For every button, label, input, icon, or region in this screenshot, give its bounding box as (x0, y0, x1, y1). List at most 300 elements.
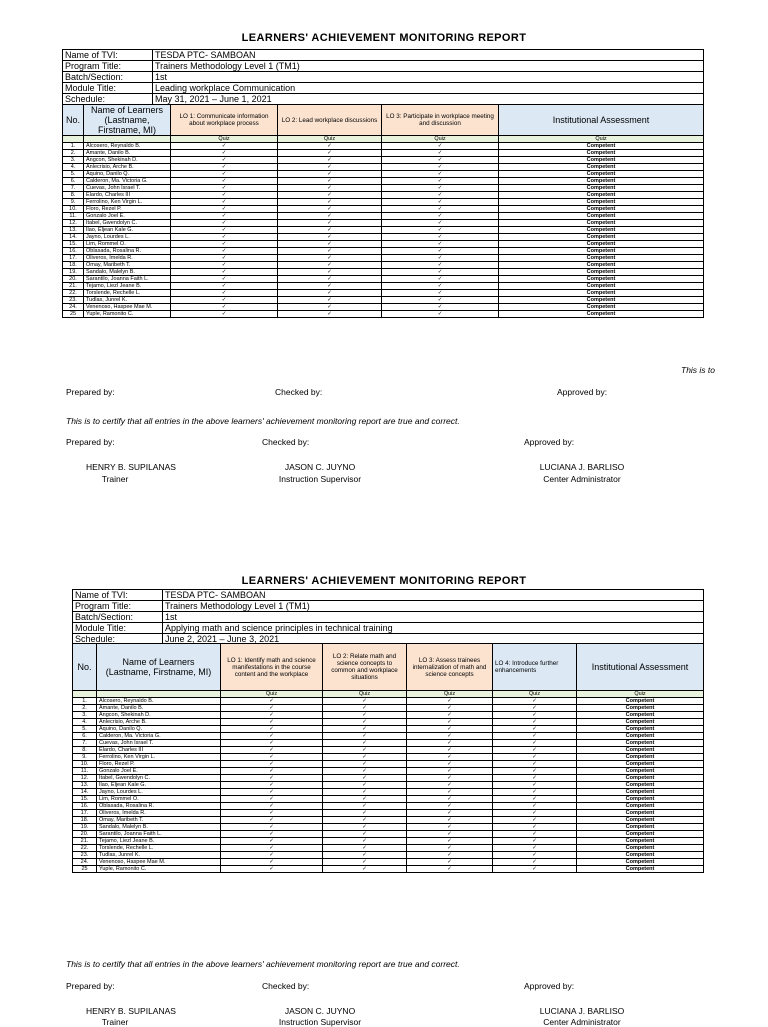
lo-header: LO 2: Lead workplace discussions (278, 105, 382, 136)
table-row (73, 866, 704, 873)
signatory-role: Center Administrator (543, 1017, 621, 1027)
learner-number: 7. (63, 185, 84, 192)
check-mark: ✓ (221, 733, 323, 740)
subheader-cell (97, 691, 221, 698)
learner-number: 25 (73, 866, 97, 873)
table-row (73, 698, 704, 705)
learner-number: 5. (73, 726, 97, 733)
check-mark: ✓ (278, 206, 382, 213)
learner-name: Alcosero, Reynaldo B. (84, 143, 171, 150)
check-mark: ✓ (323, 866, 407, 873)
learner-number: 11. (73, 768, 97, 775)
assessment-result: Competent (577, 761, 704, 768)
table-row (63, 185, 704, 192)
check-mark: ✓ (278, 185, 382, 192)
check-mark: ✓ (171, 178, 278, 185)
assessment-result: Competent (499, 178, 704, 185)
learner-name: Cuevas, John Israel T. (84, 185, 171, 192)
learner-number: 21. (63, 283, 84, 290)
info-label: Batch/Section: (63, 72, 153, 83)
assessment-result: Competent (499, 171, 704, 178)
check-mark: ✓ (278, 269, 382, 276)
learner-number: 9. (73, 754, 97, 761)
check-mark: ✓ (493, 831, 577, 838)
check-mark: ✓ (171, 199, 278, 206)
learner-name: Itabel, Gwendolyn C. (97, 775, 221, 782)
learner-name: Cuevas, John Israel T. (97, 740, 221, 747)
check-mark: ✓ (278, 290, 382, 297)
check-mark: ✓ (407, 803, 493, 810)
learner-name: Calderon, Ma. Victoria G. (84, 178, 171, 185)
info-label: Schedule: (63, 94, 153, 105)
check-mark: ✓ (382, 311, 499, 318)
info-value: May 31, 2021 – June 1, 2021 (153, 94, 704, 105)
table-row (63, 164, 704, 171)
assessment-result: Competent (577, 796, 704, 803)
check-mark: ✓ (323, 719, 407, 726)
check-mark: ✓ (382, 171, 499, 178)
learner-number: 4. (63, 164, 84, 171)
learner-number: 17. (63, 255, 84, 262)
table-row (63, 290, 704, 297)
table-row (73, 824, 704, 831)
check-mark: ✓ (171, 227, 278, 234)
assessment-result: Competent (577, 726, 704, 733)
info-label: Program Title: (73, 601, 163, 612)
learner-name: Floro, Rezel P. (84, 206, 171, 213)
learner-name: Aquino, Danilo Q. (84, 171, 171, 178)
learner-name: Ferrolino, Ken Virgin L. (84, 199, 171, 206)
learner-number: 8. (73, 747, 97, 754)
check-mark: ✓ (323, 817, 407, 824)
assessment-result: Competent (577, 852, 704, 859)
table-row (73, 754, 704, 761)
check-mark: ✓ (171, 185, 278, 192)
check-mark: ✓ (407, 852, 493, 859)
assessment-result: Competent (499, 192, 704, 199)
assessment-result: Competent (499, 262, 704, 269)
info-value: 1st (153, 72, 704, 83)
assessment-result: Competent (577, 754, 704, 761)
check-mark: ✓ (171, 269, 278, 276)
check-mark: ✓ (323, 810, 407, 817)
check-mark: ✓ (382, 150, 499, 157)
check-mark: ✓ (407, 775, 493, 782)
info-label: Name of TVI: (73, 590, 163, 601)
table-row (73, 733, 704, 740)
check-mark: ✓ (493, 698, 577, 705)
assessment-result: Competent (499, 283, 704, 290)
check-mark: ✓ (171, 262, 278, 269)
assessment-result: Competent (499, 297, 704, 304)
check-mark: ✓ (278, 150, 382, 157)
table-row (73, 796, 704, 803)
prepared-by-label: Prepared by: (66, 387, 115, 397)
info-row (73, 590, 704, 601)
info-value: TESDA PTC- SAMBOAN (153, 50, 704, 61)
check-mark: ✓ (407, 824, 493, 831)
table-row (63, 213, 704, 220)
check-mark: ✓ (221, 712, 323, 719)
learner-name: Venenoso, Haspee Mae M. (84, 304, 171, 311)
info-value: Leading workplace Communication (153, 83, 704, 94)
check-mark: ✓ (278, 262, 382, 269)
check-mark: ✓ (171, 143, 278, 150)
learner-number: 18. (73, 817, 97, 824)
table-row (73, 852, 704, 859)
learner-number: 2. (63, 150, 84, 157)
learner-name: Venenoso, Haspee Mae M. (97, 859, 221, 866)
assessment-result: Competent (499, 234, 704, 241)
col-no-header: No. (73, 644, 97, 691)
table-row (73, 782, 704, 789)
learner-number: 18. (63, 262, 84, 269)
check-mark: ✓ (407, 719, 493, 726)
info-value: 1st (163, 612, 704, 623)
check-mark: ✓ (221, 838, 323, 845)
prepared-by-label: Prepared by: (66, 981, 115, 991)
subheader-row (63, 136, 704, 143)
learner-name: Torslende, Rechelle L. (97, 845, 221, 852)
check-mark: ✓ (493, 754, 577, 761)
learner-name: Angcon, Shekinah D. (97, 712, 221, 719)
assessment-result: Competent (577, 712, 704, 719)
check-mark: ✓ (323, 789, 407, 796)
check-mark: ✓ (278, 241, 382, 248)
info-row (73, 601, 704, 612)
table-row (73, 719, 704, 726)
learner-number: 1. (73, 698, 97, 705)
assessment-result: Competent (499, 304, 704, 311)
learner-number: 7. (73, 740, 97, 747)
check-mark: ✓ (171, 283, 278, 290)
report-title: LEARNERS' ACHIEVEMENT MONITORING REPORT (241, 32, 527, 44)
info-value: June 2, 2021 – June 3, 2021 (163, 634, 704, 645)
check-mark: ✓ (171, 297, 278, 304)
check-mark: ✓ (171, 213, 278, 220)
learner-number: 12. (63, 220, 84, 227)
quiz-label: Quiz (499, 136, 704, 143)
check-mark: ✓ (171, 220, 278, 227)
assessment-result: Competent (577, 810, 704, 817)
signatory-role: Trainer (101, 1017, 129, 1027)
check-mark: ✓ (382, 262, 499, 269)
check-mark: ✓ (493, 859, 577, 866)
check-mark: ✓ (221, 726, 323, 733)
check-mark: ✓ (171, 206, 278, 213)
quiz-label: Quiz (171, 136, 278, 143)
learner-name: Omay, Maribeth T. (97, 817, 221, 824)
checked-by-label: Checked by: (262, 981, 310, 991)
info-label: Schedule: (73, 634, 163, 645)
lo-header: LO 3: Participate in workplace meeting and discussion (382, 105, 499, 136)
signatory-name: JASON C. JUYNO (284, 1006, 356, 1016)
assessment-result: Competent (577, 733, 704, 740)
learner-name: Floro, Rezel P. (97, 761, 221, 768)
check-mark: ✓ (382, 227, 499, 234)
achievement-table (62, 104, 704, 318)
info-label: Name of TVI: (63, 50, 153, 61)
table-row (63, 157, 704, 164)
info-row (63, 61, 704, 72)
check-mark: ✓ (407, 726, 493, 733)
check-mark: ✓ (171, 241, 278, 248)
assessment-result: Competent (499, 248, 704, 255)
col-name-header: Name of Learners (Lastname, Firstname, MI) (84, 105, 171, 136)
check-mark: ✓ (407, 817, 493, 824)
check-mark: ✓ (171, 290, 278, 297)
check-mark: ✓ (221, 754, 323, 761)
assessment-result: Competent (577, 719, 704, 726)
assessment-result: Competent (499, 143, 704, 150)
assessment-result: Competent (499, 311, 704, 318)
header-row (73, 644, 704, 691)
learner-name: Itabel, Gwendolyn C. (84, 220, 171, 227)
learner-number: 20. (63, 276, 84, 283)
check-mark: ✓ (407, 859, 493, 866)
table-row (63, 311, 704, 318)
table-row (63, 199, 704, 206)
prepared-by-label: Prepared by: (66, 437, 115, 447)
check-mark: ✓ (493, 817, 577, 824)
assessment-result: Competent (577, 782, 704, 789)
check-mark: ✓ (323, 859, 407, 866)
truncated-text: This is to (681, 365, 716, 375)
learner-number: 16. (73, 803, 97, 810)
signatory-role: Trainer (101, 474, 129, 484)
learner-name: Jayno, Lourdes L. (84, 234, 171, 241)
check-mark: ✓ (382, 164, 499, 171)
quiz-label: Quiz (382, 136, 499, 143)
check-mark: ✓ (493, 789, 577, 796)
learner-number: 22. (73, 845, 97, 852)
assessment-result: Competent (499, 150, 704, 157)
col-no-header: No. (63, 105, 84, 136)
check-mark: ✓ (221, 698, 323, 705)
check-mark: ✓ (382, 213, 499, 220)
info-label: Program Title: (63, 61, 153, 72)
learner-number: 24. (73, 859, 97, 866)
check-mark: ✓ (278, 311, 382, 318)
check-mark: ✓ (407, 866, 493, 873)
info-label: Module Title: (63, 83, 153, 94)
lo-header: LO 1: Communicate information about workplace process (171, 105, 278, 136)
check-mark: ✓ (493, 712, 577, 719)
check-mark: ✓ (323, 712, 407, 719)
check-mark: ✓ (407, 838, 493, 845)
check-mark: ✓ (493, 726, 577, 733)
check-mark: ✓ (382, 276, 499, 283)
table-row (63, 262, 704, 269)
check-mark: ✓ (382, 269, 499, 276)
table-row (63, 241, 704, 248)
checked-by-label: Checked by: (262, 437, 310, 447)
assessment-result: Competent (499, 220, 704, 227)
quiz-label: Quiz (407, 691, 493, 698)
info-value: Applying math and science principles in technical training (163, 623, 704, 634)
learner-number: 8. (63, 192, 84, 199)
table-row (63, 297, 704, 304)
check-mark: ✓ (382, 304, 499, 311)
check-mark: ✓ (323, 747, 407, 754)
check-mark: ✓ (278, 227, 382, 234)
learner-name: Anlecrisio, Arche B. (84, 164, 171, 171)
learner-name: Lim, Rommel O. (97, 796, 221, 803)
col-assessment-header: Institutional Assessment (577, 644, 704, 691)
check-mark: ✓ (221, 866, 323, 873)
check-mark: ✓ (221, 789, 323, 796)
learner-name: Yuple, Ramonito C. (84, 311, 171, 318)
check-mark: ✓ (221, 775, 323, 782)
learner-name: Ferrolino, Ken Virgin L. (97, 754, 221, 761)
learner-name: Tudlas, Junrel K. (84, 297, 171, 304)
check-mark: ✓ (171, 150, 278, 157)
check-mark: ✓ (278, 213, 382, 220)
check-mark: ✓ (382, 234, 499, 241)
learner-number: 4. (73, 719, 97, 726)
assessment-result: Competent (577, 768, 704, 775)
check-mark: ✓ (407, 782, 493, 789)
table-row (73, 859, 704, 866)
signatory-name: LUCIANA J. BARLISO (539, 1006, 625, 1016)
check-mark: ✓ (221, 803, 323, 810)
learner-number: 23. (73, 852, 97, 859)
learner-number: 16. (63, 248, 84, 255)
check-mark: ✓ (382, 178, 499, 185)
learner-name: Tejamo, Liezl Jeane B. (97, 838, 221, 845)
learner-name: Lim, Rommel O. (84, 241, 171, 248)
assessment-result: Competent (499, 157, 704, 164)
info-row (73, 623, 704, 634)
check-mark: ✓ (221, 719, 323, 726)
check-mark: ✓ (171, 164, 278, 171)
signatory-role: Instruction Supervisor (278, 474, 362, 484)
check-mark: ✓ (221, 859, 323, 866)
check-mark: ✓ (323, 698, 407, 705)
check-mark: ✓ (493, 733, 577, 740)
table-row (73, 775, 704, 782)
check-mark: ✓ (323, 803, 407, 810)
assessment-result: Competent (577, 789, 704, 796)
learner-number: 14. (63, 234, 84, 241)
assessment-result: Competent (577, 775, 704, 782)
learner-name: Amante, Danilo B. (84, 150, 171, 157)
info-value: Trainers Methodology Level 1 (TM1) (163, 601, 704, 612)
learner-number: 21. (73, 838, 97, 845)
check-mark: ✓ (493, 747, 577, 754)
assessment-result: Competent (499, 227, 704, 234)
assessment-result: Competent (577, 740, 704, 747)
check-mark: ✓ (171, 234, 278, 241)
report-info-table (72, 589, 704, 645)
assessment-result: Competent (577, 705, 704, 712)
signatory-name: JASON C. JUYNO (284, 462, 356, 472)
learner-number: 6. (63, 178, 84, 185)
table-row (73, 845, 704, 852)
approved-by-label: Approved by: (524, 437, 575, 447)
check-mark: ✓ (323, 775, 407, 782)
approved-by-label: Approved by: (524, 981, 575, 991)
table-row (73, 761, 704, 768)
learner-name: Yuple, Ramonito C. (97, 866, 221, 873)
info-row (63, 94, 704, 105)
learner-name: Omay, Maribeth T. (84, 262, 171, 269)
learner-name: Elardo, Charles III (97, 747, 221, 754)
check-mark: ✓ (493, 796, 577, 803)
assessment-result: Competent (499, 276, 704, 283)
checked-by-label: Checked by: (275, 387, 323, 397)
table-row (73, 838, 704, 845)
check-mark: ✓ (278, 304, 382, 311)
table-row (63, 143, 704, 150)
table-row (63, 178, 704, 185)
table-row (63, 192, 704, 199)
check-mark: ✓ (278, 255, 382, 262)
signatory-name: LUCIANA J. BARLISO (539, 462, 625, 472)
check-mark: ✓ (407, 740, 493, 747)
check-mark: ✓ (407, 733, 493, 740)
check-mark: ✓ (407, 705, 493, 712)
learner-number: 15. (73, 796, 97, 803)
assessment-result: Competent (499, 290, 704, 297)
assessment-result: Competent (499, 213, 704, 220)
check-mark: ✓ (221, 810, 323, 817)
check-mark: ✓ (493, 768, 577, 775)
check-mark: ✓ (323, 845, 407, 852)
assessment-result: Competent (577, 831, 704, 838)
assessment-result: Competent (499, 255, 704, 262)
check-mark: ✓ (278, 164, 382, 171)
check-mark: ✓ (221, 831, 323, 838)
info-label: Batch/Section: (73, 612, 163, 623)
table-row (73, 817, 704, 824)
assessment-result: Competent (577, 824, 704, 831)
learner-number: 24. (63, 304, 84, 311)
check-mark: ✓ (493, 852, 577, 859)
check-mark: ✓ (221, 796, 323, 803)
check-mark: ✓ (323, 761, 407, 768)
info-value: TESDA PTC- SAMBOAN (163, 590, 704, 601)
learner-name: Torslende, Rechelle L. (84, 290, 171, 297)
table-row (73, 831, 704, 838)
table-row (63, 283, 704, 290)
check-mark: ✓ (382, 143, 499, 150)
learner-name: Aquino, Danilo Q. (97, 726, 221, 733)
check-mark: ✓ (407, 761, 493, 768)
learner-name: Oblasada, Rosalina R. (97, 803, 221, 810)
check-mark: ✓ (407, 698, 493, 705)
learner-number: 11. (63, 213, 84, 220)
certification-statement: This is to certify that all entries in the above learners' achievement monitoring report are true and correct. (66, 416, 460, 426)
check-mark: ✓ (221, 824, 323, 831)
check-mark: ✓ (382, 297, 499, 304)
learner-name: Tejamo, Liezl Jeane B. (84, 283, 171, 290)
check-mark: ✓ (221, 852, 323, 859)
signatory-name: HENRY B. SUPILANAS (86, 1006, 176, 1016)
table-row (63, 255, 704, 262)
table-row (73, 740, 704, 747)
assessment-result: Competent (577, 859, 704, 866)
table-row (73, 810, 704, 817)
learner-number: 14. (73, 789, 97, 796)
approved-by-label: Approved by: (557, 387, 608, 397)
check-mark: ✓ (493, 719, 577, 726)
check-mark: ✓ (278, 199, 382, 206)
check-mark: ✓ (382, 206, 499, 213)
check-mark: ✓ (323, 831, 407, 838)
assessment-result: Competent (577, 698, 704, 705)
check-mark: ✓ (278, 297, 382, 304)
